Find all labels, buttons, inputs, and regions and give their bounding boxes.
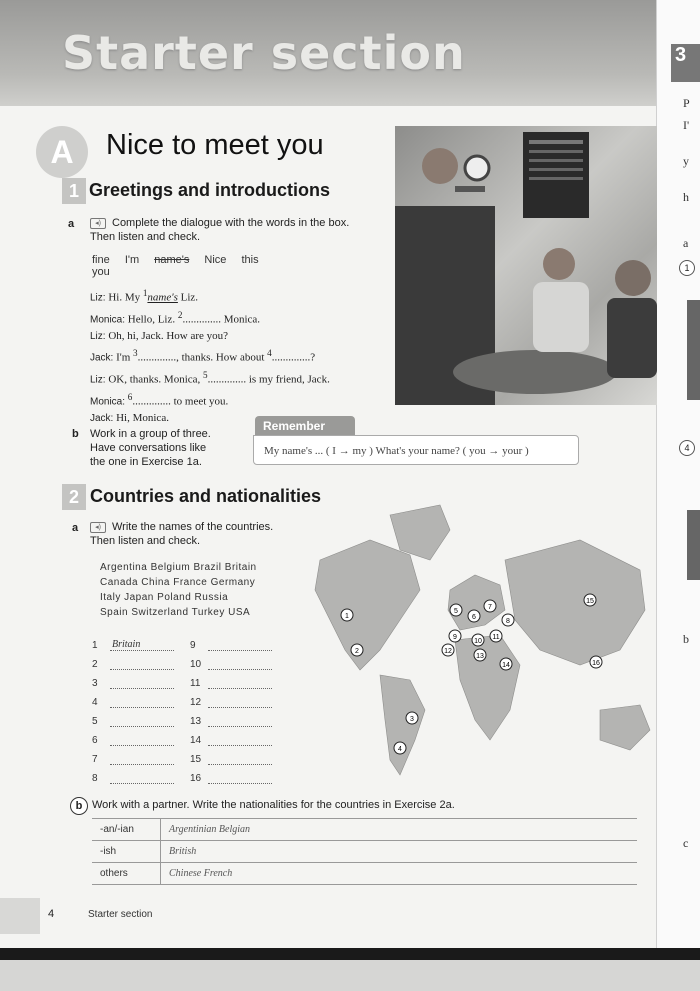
exercise-instruction: Work with a partner. Write the nationalities for the countries in Exercise 2a.: [92, 799, 455, 811]
answer-number: 6: [92, 735, 98, 746]
instruction-line: Then listen and check.: [90, 535, 201, 547]
line-text: I'm: [116, 351, 134, 364]
answer-line[interactable]: [110, 726, 174, 727]
map-marker-9: [449, 630, 461, 642]
map-marker-label: 5: [454, 608, 458, 615]
next-page-letter: a: [683, 236, 689, 250]
map-marker-label: 2: [355, 648, 359, 655]
table-row: [92, 841, 637, 863]
answer-list: [92, 640, 292, 790]
dialogue-line: [90, 345, 395, 367]
unit-letter-badge: A: [36, 126, 88, 178]
map-marker-15: [584, 594, 596, 606]
map-marker-7: [484, 600, 496, 612]
scan-edge-grey: [0, 960, 700, 991]
next-page-letter: I': [683, 118, 690, 132]
word-box: [92, 254, 300, 276]
answer-line[interactable]: [110, 745, 174, 746]
section-title: Countries and nationalities: [90, 486, 322, 506]
gap-answer: name's: [147, 291, 178, 304]
answer-row: [92, 678, 192, 692]
line-text: Liz.: [177, 291, 199, 304]
next-page-letter: c: [683, 836, 689, 850]
answer-row: [190, 754, 290, 768]
dialogue: [90, 285, 395, 427]
page-number: 4: [48, 908, 55, 920]
instruction-line: Work in a group of three.: [90, 428, 211, 440]
answer-number: 10: [190, 659, 202, 670]
speaker: Jack:: [90, 413, 114, 425]
section-number-box: 2: [62, 484, 86, 510]
remember-tab: Remember: [255, 416, 355, 436]
map-africa: [455, 635, 520, 740]
map-marker-label: 11: [492, 634, 500, 641]
footer-tab: [0, 898, 40, 934]
answer-line[interactable]: [208, 707, 272, 708]
nationalities-table: [92, 818, 637, 885]
line-text: Oh, hi, Jack. How are you?: [108, 330, 229, 343]
gap-blank[interactable]: ..............: [137, 351, 177, 364]
instruction-line: the one in Exercise 1a.: [90, 456, 202, 468]
answer-number: 15: [190, 754, 202, 765]
footer-section: Starter section: [88, 909, 153, 920]
answer-line[interactable]: [208, 650, 272, 651]
gap-blank[interactable]: ..............: [182, 313, 221, 326]
map-australia: [600, 705, 650, 750]
exercise-label: a: [72, 522, 79, 534]
map-south-america: [380, 675, 425, 775]
answer-number: 8: [92, 773, 98, 784]
answer-line[interactable]: [110, 783, 174, 784]
cafe-photo-illustration: [395, 126, 657, 405]
next-page-number: 3: [671, 44, 700, 82]
box-word: I'm: [124, 254, 140, 266]
answer-line[interactable]: [208, 745, 272, 746]
answer-number: 9: [190, 640, 196, 651]
map-marker-label: 4: [398, 746, 402, 753]
instruction-line: Have conversations like: [90, 442, 207, 454]
dialogue-line: [90, 367, 395, 389]
box-word: you: [92, 266, 110, 278]
answer-line[interactable]: [110, 650, 174, 651]
map-marker-4: [394, 742, 406, 754]
dialogue-line: [90, 307, 395, 329]
examples-cell[interactable]: Argentinian Belgian: [161, 819, 638, 841]
next-page-letter: b: [683, 632, 689, 646]
map-north-america: [315, 540, 420, 670]
speaker: Monica:: [90, 396, 126, 408]
answer-row: [190, 716, 290, 730]
suffix-cell: others: [92, 863, 161, 885]
suffix-cell: -an/-ian: [92, 819, 161, 841]
gap-number: 4: [267, 348, 272, 359]
line-text: Monica.: [220, 313, 261, 326]
speaker: Liz:: [90, 331, 106, 343]
line-text: is my friend, Jack.: [246, 373, 330, 386]
map-marker-label: 10: [474, 638, 482, 645]
speaker: Jack:: [90, 352, 114, 364]
scan-edge-dark: [0, 948, 700, 960]
answer-line[interactable]: [208, 764, 272, 765]
gap-number: 3: [133, 348, 138, 359]
world-map: [300, 500, 656, 785]
exercise-instruction: [90, 216, 390, 244]
section-title: Greetings and introductions: [89, 180, 331, 200]
map-marker-label: 14: [502, 662, 510, 669]
answer-number: 1: [92, 640, 98, 651]
answer-line[interactable]: [110, 688, 174, 689]
map-marker-13: [474, 649, 486, 661]
answer-line[interactable]: [208, 688, 272, 689]
map-marker-label: 8: [506, 618, 510, 625]
banner-title: Starter section: [62, 26, 466, 80]
answer-line[interactable]: [208, 669, 272, 670]
box-word-struck: name's: [154, 254, 190, 266]
remember-box: My name's ... ( I → my ) What's your name? ( you → your ): [253, 435, 579, 465]
map-asia: [505, 540, 645, 665]
map-marker-1: [341, 609, 353, 621]
exercise-label: b: [72, 428, 79, 440]
answer-number: 12: [190, 697, 202, 708]
map-marker-label: 12: [444, 648, 452, 655]
map-marker-label: 16: [592, 660, 600, 667]
answer-row: [190, 697, 290, 711]
gap-blank[interactable]: ..............: [207, 373, 247, 386]
map-marker-label: 9: [453, 634, 457, 641]
gap-blank[interactable]: ..............: [132, 395, 171, 408]
answer-row: [92, 640, 192, 654]
answer-row: [92, 716, 192, 730]
next-page-edge: [656, 0, 700, 960]
answer-number: 13: [190, 716, 202, 727]
exercise-label: a: [68, 218, 75, 230]
answer-row: [92, 773, 192, 787]
dialogue-line: [90, 328, 395, 345]
next-page-photo: [687, 510, 700, 580]
next-page-marker: 4: [679, 440, 695, 456]
table-row: [92, 819, 637, 841]
next-page-letter: h: [683, 190, 689, 204]
speaker: Monica:: [90, 314, 126, 326]
answer-number: 7: [92, 754, 98, 765]
map-marker-6: [468, 610, 480, 622]
map-marker-16: [590, 656, 602, 668]
answer-line[interactable]: [110, 707, 174, 708]
answer-row: [190, 640, 290, 654]
countries-line: Italy Japan Poland Russia: [100, 592, 229, 603]
exercise-instruction: [90, 427, 250, 469]
line-text: Hello, Liz.: [127, 313, 178, 326]
gap-number: 2: [177, 309, 183, 320]
box-word: this: [241, 254, 259, 266]
answer-line[interactable]: [208, 726, 272, 727]
line-text: Hi. My: [108, 291, 143, 304]
map-marker-12: [442, 644, 454, 656]
answer-row: [190, 773, 290, 787]
countries-line: Spain Switzerland Turkey USA: [100, 607, 251, 618]
audio-icon[interactable]: ◂): [90, 218, 106, 229]
line-text: Hi, Monica.: [116, 412, 169, 425]
line-text: , thanks. How about: [176, 351, 268, 364]
map-marker-label: 15: [586, 598, 594, 605]
suffix-cell: -ish: [92, 841, 161, 863]
speaker: Liz:: [90, 374, 106, 386]
answer-number: 14: [190, 735, 202, 746]
line-text: OK, thanks. Monica,: [108, 373, 204, 386]
answer-number: 2: [92, 659, 98, 670]
line-text: ?: [310, 351, 316, 364]
answer-row: [92, 735, 192, 749]
box-word: fine: [92, 254, 110, 266]
examples-cell[interactable]: British: [161, 841, 638, 863]
answer-number: 11: [190, 678, 201, 689]
next-page-letter: y: [683, 154, 689, 168]
table-row: [92, 863, 637, 885]
answer-line[interactable]: [110, 669, 174, 670]
map-marker-label: 13: [476, 653, 484, 660]
map-marker-3: [406, 712, 418, 724]
answer-number: 4: [92, 697, 98, 708]
gap-number: 6: [127, 391, 133, 402]
gap-number: 5: [203, 369, 208, 380]
answer-number: 3: [92, 678, 98, 689]
map-marker-label: 7: [488, 604, 492, 611]
answer-line[interactable]: [208, 783, 272, 784]
example-answer: Britain: [112, 639, 141, 650]
answer-row: [92, 659, 192, 673]
answer-row: [190, 735, 290, 749]
map-marker-label: 1: [345, 613, 349, 620]
examples-cell[interactable]: Chinese French: [161, 863, 638, 885]
audio-icon[interactable]: ◂): [90, 522, 106, 533]
answer-line[interactable]: [110, 764, 174, 765]
answer-row: [92, 697, 192, 711]
dialogue-line: [90, 285, 395, 307]
map-marker-10: [472, 634, 484, 646]
cafe-photo: [395, 126, 657, 405]
countries-line: Canada China France Germany: [100, 577, 256, 588]
answer-row: [190, 678, 290, 692]
speaker: Liz:: [90, 292, 106, 304]
next-page-marker: 1: [679, 260, 695, 276]
map-marker-label: 3: [410, 716, 414, 723]
dialogue-line: [90, 389, 395, 411]
map-marker-2: [351, 644, 363, 656]
map-marker-11: [490, 630, 502, 642]
gap-number: 1: [142, 288, 148, 298]
countries-line: Argentina Belgium Brazil Britain: [100, 562, 257, 573]
exercise-label: b: [70, 797, 88, 815]
box-word: Nice: [204, 254, 227, 266]
instruction-line: Then listen and check.: [90, 231, 201, 243]
answer-number: 5: [92, 716, 98, 727]
countries-word-box: [100, 560, 300, 620]
next-page-photo: [687, 300, 700, 400]
gap-blank[interactable]: ..............: [271, 351, 311, 364]
map-marker-8: [502, 614, 514, 626]
answer-row: [190, 659, 290, 673]
next-page-letter: P: [683, 96, 690, 110]
instruction-line: Complete the dialogue with the words in the box.: [112, 217, 350, 229]
answer-number: 16: [190, 773, 202, 784]
map-marker-label: 6: [472, 614, 476, 621]
line-text: to meet you.: [170, 395, 229, 408]
exercise-instruction: [90, 520, 310, 548]
answer-row: [92, 754, 192, 768]
map-marker-14: [500, 658, 512, 670]
instruction-line: Write the names of the countries.: [112, 521, 274, 533]
map-marker-5: [450, 604, 462, 616]
section-number-box: 1: [62, 178, 86, 204]
unit-title: Nice to meet you: [106, 129, 324, 161]
